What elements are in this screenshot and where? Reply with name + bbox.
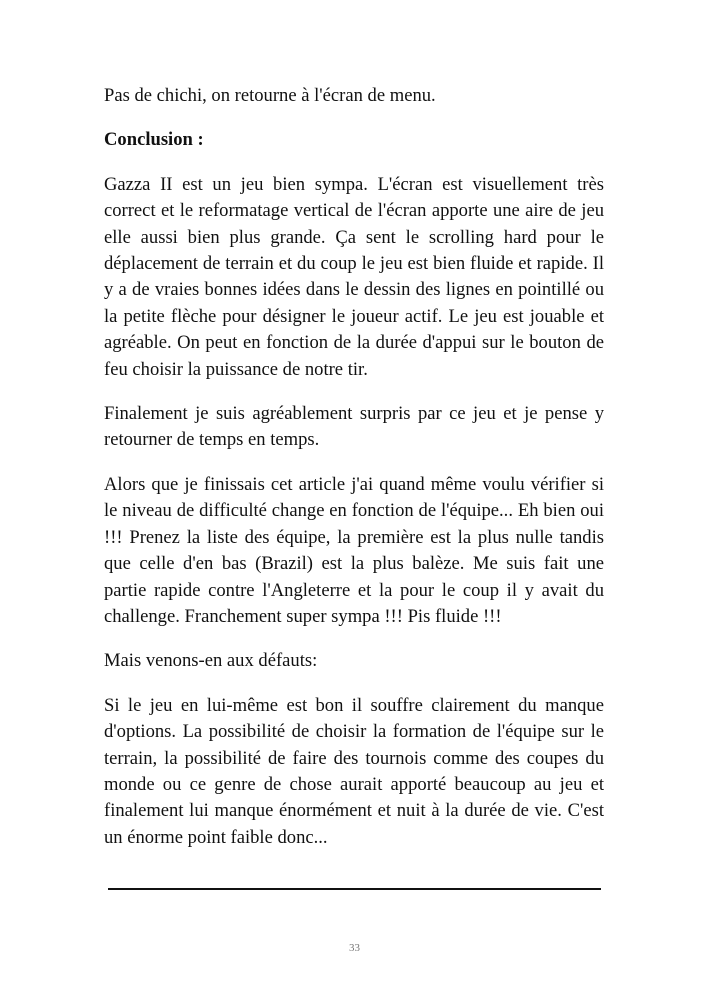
paragraph-final-opinion: Finalement je suis agréablement surpris par ce jeu et je pense y retourner de temps en temps.	[104, 403, 604, 451]
conclusion-heading: Conclusion :	[104, 129, 204, 151]
article-body	[104, 83, 604, 869]
paragraph-defects-intro: Mais venons-en aux défauts:	[104, 650, 318, 672]
paragraph-difficulty: Alors que je finissais cet article j'ai quand même voulu vérifier si le niveau de difficulté change en fonction de l'équipe... Eh bien oui !!! Prenez la liste des équipe, la première est la plus nulle tandis que celle d'en bas (Brazil) est la plus balèze. Me suis fait une partie rapide contre l'Angleterre et la pour le coup il y avait du challenge. Franchement super sympa !!! Pis fluide !!!	[104, 473, 604, 627]
page-number: 33	[349, 942, 360, 954]
paragraph-defects: Si le jeu en lui-même est bon il souffre clairement du manque d'options. La possibilité de choisir la formation de l'équipe sur le terrain, la possibilité de faire des tournois comme des coupes du monde ou ce genre de chose aurait apporté beaucoup au jeu et finalement lui manque énormément et nuit à la durée de vie. C'est un énorme point faible donc...	[104, 694, 604, 848]
section-divider	[108, 888, 601, 890]
paragraph-back-to-menu: Pas de chichi, on retourne à l'écran de menu.	[104, 85, 436, 106]
paragraph-summary: Gazza II est un jeu bien sympa. L'écran est visuellement très correct et le reformatage vertical de l'écran apporte une aire de jeu elle aussi bien plus grande. Ça sent le scrolling hard pour le déplacement de terrain et du coup le jeu est bien fluide et rapide. Il y a de vraies bonnes idées dans le dessin des lignes en pointillé ou la petite flèche pour désigner le joueur actif. Le jeu est jouable et agréable. On peut en fonction de la durée d'appui sur le bouton de feu choisir la puissance de notre tir.	[104, 173, 604, 380]
